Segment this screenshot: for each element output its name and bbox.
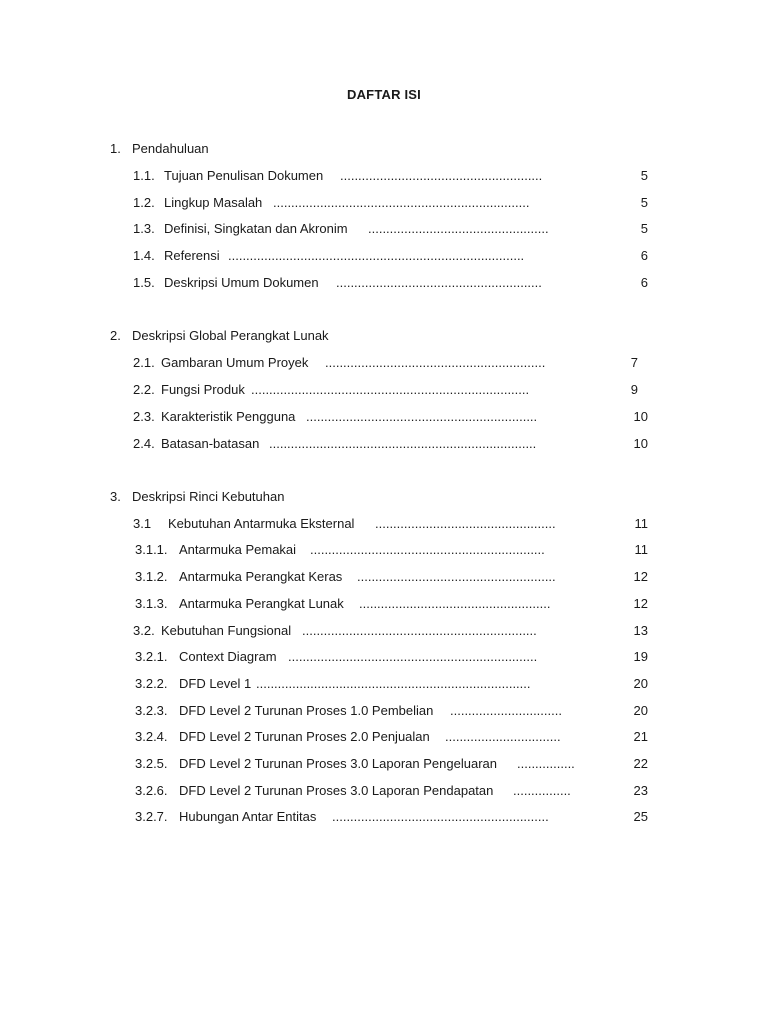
toc-page-number: 6 <box>640 275 648 290</box>
toc-entry[interactable] <box>135 755 648 773</box>
toc-entry-number: 3.2.2. <box>135 676 168 691</box>
toc-entry-number: 3.2. <box>133 623 155 638</box>
toc-leader-dots: ....................................................................... <box>273 195 530 210</box>
toc-entry[interactable] <box>135 808 648 826</box>
toc-entry[interactable] <box>133 194 648 212</box>
toc-page-number: 22 <box>633 756 648 771</box>
toc-entry-label: Karakteristik Pengguna <box>161 409 296 424</box>
toc-section-label: Deskripsi Rinci Kebutuhan <box>132 489 285 504</box>
toc-entry-label: DFD Level 2 Turunan Proses 3.0 Laporan Pendapatan <box>179 783 494 798</box>
toc-leader-dots: .................................................................................. <box>228 248 525 263</box>
toc-leader-dots: ................................................................. <box>310 542 545 557</box>
toc-entry[interactable] <box>135 782 648 800</box>
toc-entry-label: DFD Level 1 <box>179 676 252 691</box>
toc-entry-label: Gambaran Umum Proyek <box>161 355 309 370</box>
toc-entry-number: 3.2.1. <box>135 649 168 664</box>
toc-page-number: 5 <box>640 168 648 183</box>
toc-page-number: 5 <box>640 195 648 210</box>
toc-entry-number: 1.5. <box>133 275 155 290</box>
toc-entry-number: 1.2. <box>133 195 155 210</box>
toc-leader-dots: ................ <box>513 783 571 798</box>
toc-section-number: 1. <box>110 141 121 156</box>
toc-page-number: 7 <box>630 355 638 370</box>
toc-entry-number: 2.1. <box>133 355 155 370</box>
toc-page-number: 21 <box>633 729 648 744</box>
toc-entry[interactable] <box>133 408 648 426</box>
toc-entry[interactable] <box>133 274 648 292</box>
toc-entry-label: Kebutuhan Fungsional <box>161 623 292 638</box>
toc-page-number: 10 <box>633 436 648 451</box>
toc-section-number: 3. <box>110 489 121 504</box>
toc-entry[interactable] <box>135 728 648 746</box>
toc-page-number: 23 <box>633 783 648 798</box>
toc-entry-label: DFD Level 2 Turunan Proses 2.0 Penjualan <box>179 729 430 744</box>
toc-entry-label: Hubungan Antar Entitas <box>179 809 317 824</box>
toc-entry[interactable] <box>135 648 648 666</box>
toc-section-label: Pendahuluan <box>132 141 209 156</box>
toc-entry[interactable] <box>133 220 648 238</box>
toc-entry[interactable] <box>133 622 648 640</box>
toc-leader-dots: ....................................................... <box>357 569 556 584</box>
toc-entry-label: Lingkup Masalah <box>164 195 263 210</box>
toc-page-number: 11 <box>634 516 648 531</box>
toc-leader-dots: .................................................. <box>375 516 556 531</box>
toc-entry[interactable] <box>135 568 648 586</box>
toc-page-number: 9 <box>630 382 638 397</box>
toc-page-number: 10 <box>633 409 648 424</box>
toc-page-number: 20 <box>633 676 648 691</box>
toc-entry[interactable] <box>133 381 648 399</box>
toc-entry-number: 3.1 <box>133 516 152 531</box>
toc-page-number: 20 <box>633 703 648 718</box>
toc-entry-label: Deskripsi Umum Dokumen <box>164 275 319 290</box>
toc-entry-number: 2.2. <box>133 382 155 397</box>
toc-entry-label: Context Diagram <box>179 649 277 664</box>
toc-entry-label: Antarmuka Pemakai <box>179 542 297 557</box>
toc-entry-number: 3.1.3. <box>135 596 168 611</box>
toc-leader-dots: ..................................................................... <box>288 649 538 664</box>
toc-leader-dots: ........................................................ <box>340 168 543 183</box>
toc-entry-label: Definisi, Singkatan dan Akronim <box>164 221 348 236</box>
toc-leader-dots: .................................................. <box>368 221 549 236</box>
toc-entry-label: Fungsi Produk <box>161 382 245 397</box>
toc-page-number: 13 <box>633 623 648 638</box>
toc-entry-number: 3.2.5. <box>135 756 168 771</box>
toc-entry[interactable] <box>133 167 648 185</box>
toc-leader-dots: ............................................................. <box>325 355 546 370</box>
toc-entry-label: Kebutuhan Antarmuka Eksternal <box>168 516 355 531</box>
toc-page-number: 5 <box>640 221 648 236</box>
toc-entry[interactable] <box>135 675 648 693</box>
toc-entry[interactable] <box>133 354 648 372</box>
toc-leader-dots: ............................................................ <box>332 809 549 824</box>
toc-entry-number: 3.2.6. <box>135 783 168 798</box>
toc-entry-label: DFD Level 2 Turunan Proses 3.0 Laporan Pengeluaran <box>179 756 497 771</box>
toc-page-number: 12 <box>633 596 648 611</box>
toc-entry-label: Antarmuka Perangkat Lunak <box>179 596 344 611</box>
toc-page-number: 25 <box>633 809 648 824</box>
toc-leader-dots: ..................................................... <box>359 596 551 611</box>
toc-entry-number: 3.2.7. <box>135 809 168 824</box>
toc-entry[interactable] <box>133 515 648 533</box>
toc-entry-label: Tujuan Penulisan Dokumen <box>164 168 324 183</box>
toc-leader-dots: ............................................................................. <box>251 382 530 397</box>
toc-leader-dots: ................................................................. <box>302 623 537 638</box>
toc-section-number: 2. <box>110 328 121 343</box>
toc-page-number: 12 <box>633 569 648 584</box>
toc-entry-label: Referensi <box>164 248 220 263</box>
toc-leader-dots: ............................... <box>450 703 562 718</box>
toc-entry-number: 1.3. <box>133 221 155 236</box>
toc-entry-number: 2.4. <box>133 436 155 451</box>
toc-leader-dots: ............................................................................ <box>256 676 531 691</box>
toc-entry-label: DFD Level 2 Turunan Proses 1.0 Pembelian <box>179 703 434 718</box>
toc-leader-dots: ................ <box>517 756 575 771</box>
toc-entry-label: Antarmuka Perangkat Keras <box>179 569 343 584</box>
toc-entry[interactable] <box>135 595 648 613</box>
toc-entry-number: 1.4. <box>133 248 155 263</box>
toc-page-number: 11 <box>634 542 648 557</box>
toc-leader-dots: ................................ <box>445 729 561 744</box>
toc-entry-number: 3.1.1. <box>135 542 168 557</box>
toc-entry-label: Batasan-batasan <box>161 436 260 451</box>
toc-page-number: 19 <box>633 649 648 664</box>
toc-entry[interactable] <box>133 247 648 265</box>
toc-section-3[interactable] <box>110 488 650 506</box>
toc-entry[interactable] <box>135 541 648 559</box>
toc-leader-dots: .......................................................................... <box>269 436 537 451</box>
toc-entry-number: 1.1. <box>133 168 155 183</box>
toc-section-label: Deskripsi Global Perangkat Lunak <box>132 328 329 343</box>
toc-entry-number: 3.1.2. <box>135 569 168 584</box>
toc-entry-number: 3.2.4. <box>135 729 168 744</box>
toc-section-1[interactable] <box>110 140 650 158</box>
toc-page-number: 6 <box>640 248 648 263</box>
toc-section-2[interactable] <box>110 327 650 345</box>
toc-entry-number: 2.3. <box>133 409 155 424</box>
page-title: DAFTAR ISI <box>347 87 421 102</box>
toc-leader-dots: ................................................................ <box>306 409 538 424</box>
toc-entry[interactable] <box>133 435 648 453</box>
toc-leader-dots: ......................................................... <box>336 275 542 290</box>
toc-entry[interactable] <box>135 702 648 720</box>
toc-entry-number: 3.2.3. <box>135 703 168 718</box>
